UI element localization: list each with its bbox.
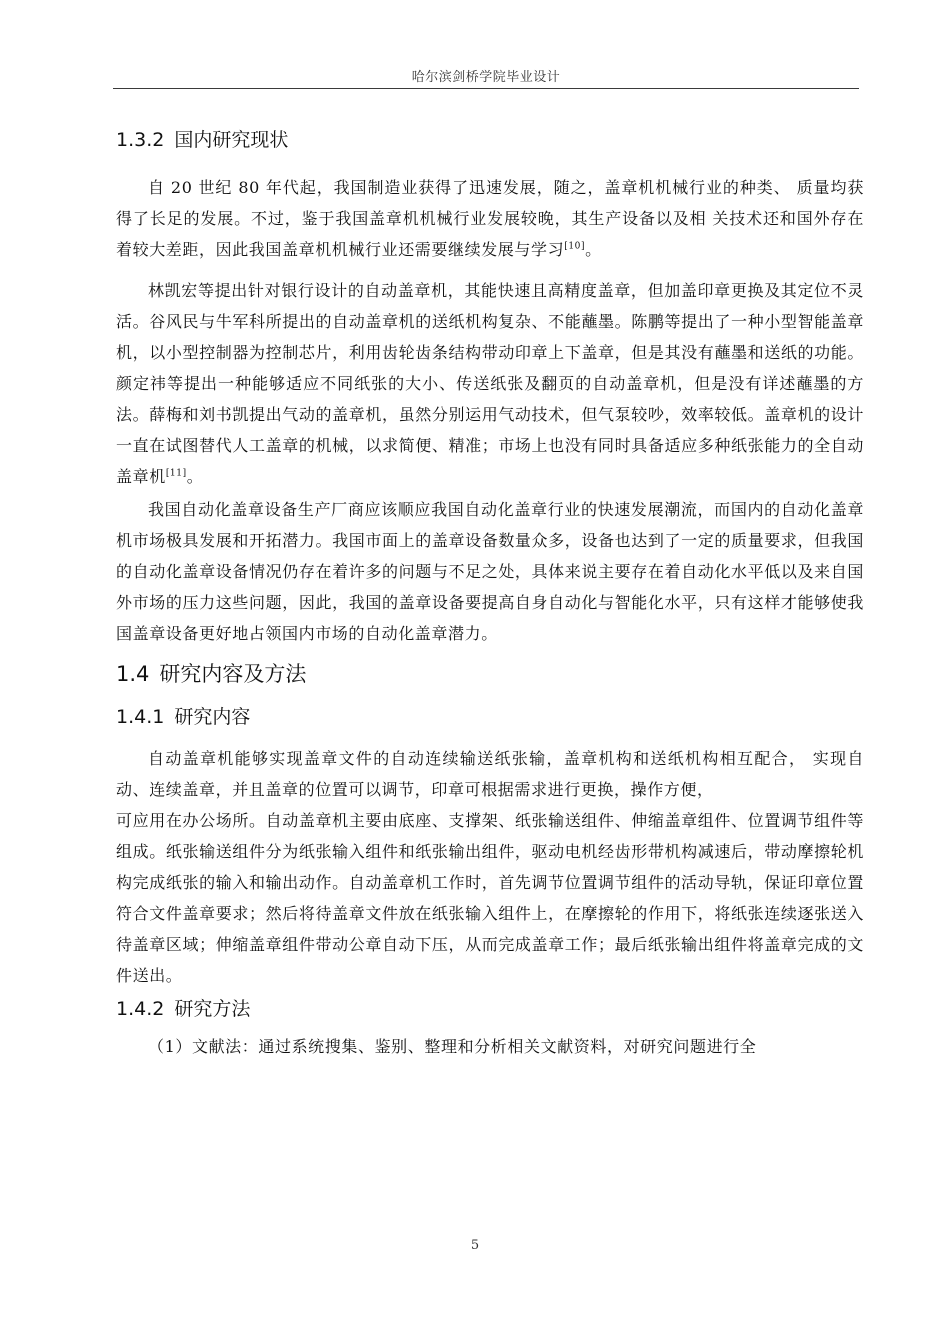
page-content [116, 122, 864, 1062]
paragraph-research-content-1 [116, 743, 864, 805]
paragraph-text: 我国自动化盖章设备生产厂商应该顺应我国自动化盖章行业的快速发展潮流，而国内的自动化盖章机市场极具发展和开拓潜力。我国市面上的盖章设备数量众多，设备也达到了一定的质量要求，但我国的自动化盖章设备情况仍存在着许多的问题与不足之处，具体来说主要存在着自动化水平低以及来自国外市场的压力这些问题，因此，我国的盖章设备要提高自身自动化与智能化水平，只有这样才能够使我国盖章设备更好地占领国内市场的自动化盖章潜力。 [116, 500, 864, 643]
heading-number: 1.3.2 [116, 129, 165, 151]
heading-number: 1.4.2 [116, 998, 165, 1020]
citation-ref: [10] [564, 241, 586, 252]
heading-title: 研究方法 [174, 998, 251, 1020]
page-number: 5 [470, 1238, 480, 1253]
header-divider [113, 88, 859, 89]
paragraph-end: 。 [186, 467, 204, 486]
paragraph-end: 。 [585, 240, 602, 259]
heading-title: 国内研究现状 [174, 129, 289, 151]
citation-ref: [11] [165, 468, 187, 479]
paragraph-text: 自动盖章机能够实现盖章文件的自动连续输送纸张输，盖章机构和送纸机构相互配合， 实现自动、连续盖章，并且盖章的位置可以调节，印章可根据需求进行更换，操作方便， [116, 749, 864, 799]
paragraph-text: （1）文献法：通过系统搜集、鉴别、整理和分析相关文献资料，对研究问题进行全 [148, 1037, 757, 1056]
running-header: 哈尔滨剑桥学院毕业设计 [411, 70, 561, 85]
paragraph-research-content-2 [116, 805, 864, 991]
heading-title: 研究内容及方法 [159, 662, 307, 686]
heading-1-4-2 [116, 995, 864, 1023]
paragraph-domestic-status-3 [116, 494, 864, 649]
heading-title: 研究内容 [174, 706, 251, 728]
heading-1-3-2 [116, 126, 864, 154]
paragraph-research-method-1 [116, 1031, 864, 1062]
heading-1-4-1 [116, 703, 864, 731]
paragraph-text: 可应用在办公场所。自动盖章机主要由底座、支撑架、纸张输送组件、伸缩盖章组件、位置调节组件等组成。纸张输送组件分为纸张输入组件和纸张输出组件，驱动电机经齿形带机构减速后，带动摩擦轮机构完成纸张的输入和输出动作。自动盖章机工作时，首先调节位置调节组件的活动导轨，保证印章位置符合文件盖章要求；然后将待盖章文件放在纸张输入组件上，在摩擦轮的作用下，将纸张连续逐张送入待盖章区域；伸缩盖章组件带动公章自动下压，从而完成盖章工作；最后纸张输出组件将盖章完成的文件送出。 [116, 811, 864, 985]
paragraph-text: 林凯宏等提出针对银行设计的自动盖章机，其能快速且高精度盖章，但加盖印章更换及其定位不灵活。谷风民与牛军科所提出的自动盖章机的送纸机构复杂、不能蘸墨。陈鹏等提出了一种小型智能盖章机，以小型控制器为控制芯片，利用齿轮齿条结构带动印章上下盖章，但是其没有蘸墨和送纸的功能。颜定祎等提出一种能够适应不同纸张的大小、传送纸张及翻页的自动盖章机，但是没有详述蘸墨的方法。薛梅和刘书凯提出气动的盖章机，虽然分别运用气动技术，但气泵较吵，效率较低。盖章机的设计一直在试图替代人工盖章的机械，以求简便、精准；市场上也没有同时具备适应多种纸张能力的全自动盖章机 [116, 281, 864, 486]
paragraph-domestic-status-2 [116, 275, 864, 492]
heading-number: 1.4.1 [116, 706, 165, 728]
paragraph-domestic-status-1 [116, 172, 864, 265]
paragraph-text: 自 20 世纪 80 年代起，我国制造业获得了迅速发展，随之，盖章机机械行业的种类、 质量均获得了长足的发展。不过，鉴于我国盖章机机械行业发展较晚，其生产设备以及相 关技术还和国外存在着较大差距，因此我国盖章机机械行业还需要继续发展与学习 [116, 178, 864, 259]
heading-number: 1.4 [116, 662, 150, 686]
heading-1-4 [116, 659, 864, 689]
